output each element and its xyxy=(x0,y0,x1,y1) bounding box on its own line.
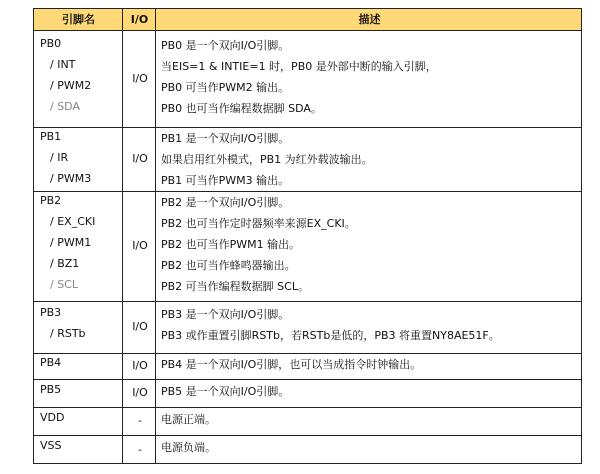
pin-alt-function: / PWM2 xyxy=(50,79,92,92)
row-divider xyxy=(34,127,581,128)
pin-io-type: I/O xyxy=(132,72,148,85)
pin-description-line: PB3 或作重置引脚RSTb，若RSTb是低的，PB3 将重置NY8AE51F。 xyxy=(161,329,500,342)
pin-io-type: - xyxy=(138,414,142,427)
pin-description-line: 当EIS=1 & INTIE=1 时，PB0 是外部中断的输入引脚， xyxy=(161,60,437,73)
pin-description-line: PB2 可当作编程数据脚 SCL。 xyxy=(161,280,309,293)
pin-alt-function: / PWM1 xyxy=(50,236,92,249)
pin-alt-function: / PWM3 xyxy=(50,172,92,185)
pin-alt-function: / BZ1 xyxy=(50,257,80,270)
row-divider xyxy=(34,435,581,436)
pin-description-line: PB2 也可当作定时器频率来源EX_CKI。 xyxy=(161,217,356,230)
pin-name: VSS xyxy=(40,439,62,452)
pin-description-line: 如果启用红外模式，PB1 为红外载波输出。 xyxy=(161,153,373,166)
pin-description-table xyxy=(33,8,582,464)
pin-description-line: 电源负端。 xyxy=(161,441,216,454)
pin-name: PB1 xyxy=(40,130,62,143)
pin-description-line: PB2 是一个双向I/O引脚。 xyxy=(161,196,290,209)
pin-alt-function: / RSTb xyxy=(50,327,86,340)
table-header xyxy=(34,9,581,31)
pin-description-line: PB5 是一个双向I/O引脚。 xyxy=(161,385,290,398)
pin-io-type: I/O xyxy=(132,320,148,333)
column-divider xyxy=(155,9,156,463)
pin-alt-function: / SCL xyxy=(50,278,78,291)
pin-io-type: I/O xyxy=(132,152,148,165)
pin-name: PB3 xyxy=(40,306,62,319)
pin-description-line: PB3 是一个双向I/O引脚。 xyxy=(161,308,290,321)
pin-name: PB0 xyxy=(40,37,62,50)
pin-name: PB5 xyxy=(40,383,62,396)
row-divider xyxy=(34,353,581,354)
pin-description-line: PB0 是一个双向I/O引脚。 xyxy=(161,39,290,52)
pin-io-type: I/O xyxy=(132,386,148,399)
pin-description-line: PB2 也可当作蜂鸣器输出。 xyxy=(161,259,296,272)
header-pin-name: 引脚名 xyxy=(62,13,95,26)
row-divider xyxy=(34,407,581,408)
pin-alt-function: / IR xyxy=(50,151,69,164)
pin-description-line: PB2 也可当作PWM1 输出。 xyxy=(161,238,301,251)
header-io: I/O xyxy=(130,13,149,26)
row-divider xyxy=(34,301,581,302)
pin-io-type: I/O xyxy=(132,239,148,252)
pin-description-line: PB0 也可当作编程数据脚 SDA。 xyxy=(161,102,322,115)
pin-io-type: - xyxy=(138,443,142,456)
pin-description-line: 电源正端。 xyxy=(161,413,216,426)
pin-description-line: PB4 是一个双向I/O引脚，也可以当成指令时钟输出。 xyxy=(161,358,422,371)
pin-description-line: PB0 可当作PWM2 输出。 xyxy=(161,81,290,94)
column-divider xyxy=(122,9,123,463)
header-description: 描述 xyxy=(358,13,381,26)
pin-alt-function: / INT xyxy=(50,58,76,71)
pin-io-type: I/O xyxy=(132,359,148,372)
pin-name: PB4 xyxy=(40,356,62,369)
pin-description-line: PB1 可当作PWM3 输出。 xyxy=(161,174,290,187)
row-divider xyxy=(34,191,581,192)
row-divider xyxy=(34,379,581,380)
pin-name: VDD xyxy=(40,411,65,424)
pin-description-line: PB1 是一个双向I/O引脚。 xyxy=(161,132,290,145)
pin-name: PB2 xyxy=(40,194,62,207)
pin-alt-function: / EX_CKI xyxy=(50,215,96,228)
pin-alt-function: / SDA xyxy=(50,100,80,113)
